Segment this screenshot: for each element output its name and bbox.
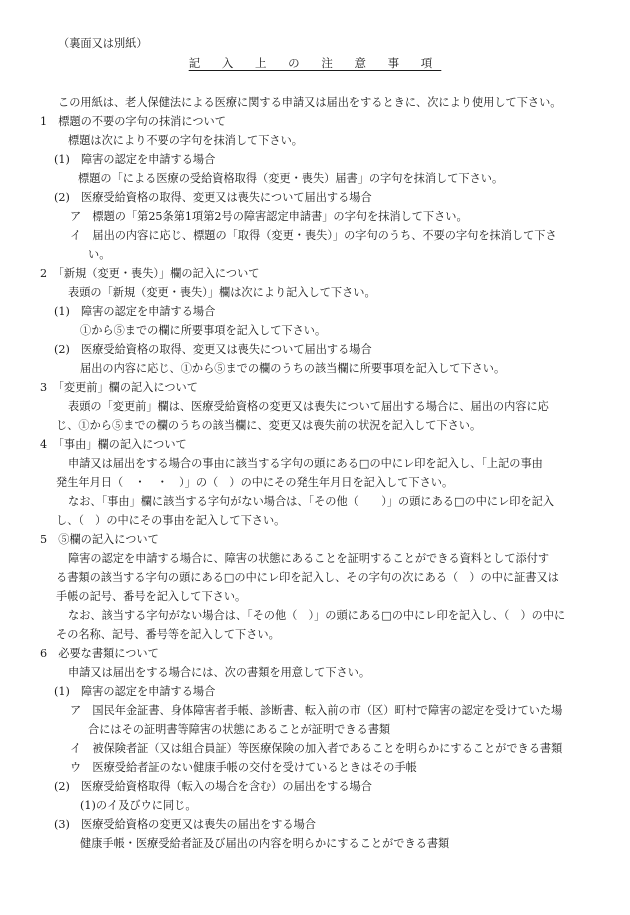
body-line: 発生年月日（ ・ ・ ）」の（ ）の中にその発生年月日を記入して下さい。 — [56, 476, 454, 489]
body-line: その名称、記号、番号等を記入して下さい。 — [56, 628, 280, 641]
corner-note: （裏面又は別紙） — [58, 37, 148, 50]
list-item: ア 標題の「第25条第1項第2号の障害認定申請書」の字句を抹消して下さい。 — [70, 210, 468, 223]
body-line: 標題は次により不要の字句を抹消して下さい。 — [68, 134, 303, 147]
section-heading: 6 必要な書類について — [40, 647, 159, 660]
intro-text: この用紙は、老人保健法による医療に関する申請又は届出をするときに、次により使用して下さい。 — [58, 96, 562, 109]
body-line: 申請又は届出をする場合の事由に該当する字句の頭にある□の中にレ印を記入し、「上記の事由 — [68, 457, 543, 470]
body-line: (1)のイ及びウに同じ。 — [80, 799, 197, 812]
list-item-continuation: 合にはその証明書等障害の状態にあることが証明できる書類 — [88, 723, 391, 736]
subsection-heading: (2) 医療受給資格の取得、変更又は喪失について届出する場合 — [54, 343, 372, 356]
section-heading: 3 「変更前」欄の記入について — [40, 381, 198, 394]
body-line: 手帳の記号、番号を記入して下さい。 — [56, 590, 247, 603]
subsection-heading: (3) 医療受給資格の変更又は喪失の届出をする場合 — [54, 818, 316, 831]
page-title: 記 入 上 の 注 意 事 項 — [188, 56, 442, 70]
body-line: る書類の該当する字句の頭にある□の中にレ印を記入し、その字句の次にある（ ）の中に証書又は — [56, 571, 559, 584]
body-line: なお、「事由」欄に該当する字句がない場合は、「その他（ ）」の頭にある□の中にレ印を記入 — [68, 495, 555, 508]
subsection-heading: (1) 障害の認定を申請する場合 — [54, 685, 216, 698]
subsection-heading: (1) 障害の認定を申請する場合 — [54, 305, 216, 318]
body-line: 障害の認定を申請する場合に、障害の状態にあることを証明することができる資料として添付す — [68, 552, 550, 565]
subsection-heading: (2) 医療受給資格の取得、変更又は喪失について届出する場合 — [54, 191, 372, 204]
subsection-heading: (1) 障害の認定を申請する場合 — [54, 153, 216, 166]
list-item-continuation: い。 — [88, 248, 111, 261]
body-line: 申請又は届出をする場合には、次の書類を用意して下さい。 — [68, 666, 371, 679]
body-line: し、（ ）の中にその事由を記入して下さい。 — [56, 514, 286, 527]
list-item: ア 国民年金証書、身体障害者手帳、診断書、転入前の市（区）町村で障害の認定を受けていた場 — [70, 704, 563, 717]
section-heading: 2 「新規（変更・喪失）」欄の記入について — [40, 267, 260, 280]
body-line: なお、該当する字句がない場合は、「その他（ ）」の頭にある□の中にレ印を記入し、（ ）の中に — [68, 609, 566, 622]
body-line: 標題の「による医療の受給資格取得（変更・喪失）届書」の字句を抹消して下さい。 — [78, 172, 504, 185]
subsection-heading: (2) 医療受給資格取得（転入の場合を含む）の届出をする場合 — [54, 780, 372, 793]
section-heading: 1 標題の不要の字句の抹消について — [40, 115, 226, 128]
body-line: 表頭の「変更前」欄は、医療受給資格の変更又は喪失について届出する場合に、届出の内容に応 — [68, 400, 549, 413]
section-heading: 5 ⑤欄の記入について — [40, 533, 159, 546]
list-item: イ 届出の内容に応じ、標題の「取得（変更・喪失）」の字句のうち、不要の字句を抹消して下さ — [70, 229, 557, 242]
body-line: 届出の内容に応じ、①から⑤までの欄のうちの該当欄に所要事項を記入して下さい。 — [80, 362, 506, 375]
list-item: イ 被保険者証（又は組合員証）等医療保険の加入者であることを明らかにすることができる書類 — [70, 742, 563, 755]
body-line: 健康手帳・医療受給者証及び届出の内容を明らかにすることができる書類 — [80, 837, 450, 850]
body-line: ①から⑤までの欄に所要事項を記入して下さい。 — [80, 324, 327, 337]
body-line: じ、①から⑤までの欄のうちの該当欄に、変更又は喪失前の状況を記入して下さい。 — [56, 419, 482, 432]
list-item: ウ 医療受給者証のない健康手帳の交付を受けているときはその手帳 — [70, 761, 417, 774]
body-line: 表頭の「新規（変更・喪失）」欄は次により記入して下さい。 — [68, 286, 376, 299]
section-heading: 4 「事由」欄の記入について — [40, 438, 187, 451]
